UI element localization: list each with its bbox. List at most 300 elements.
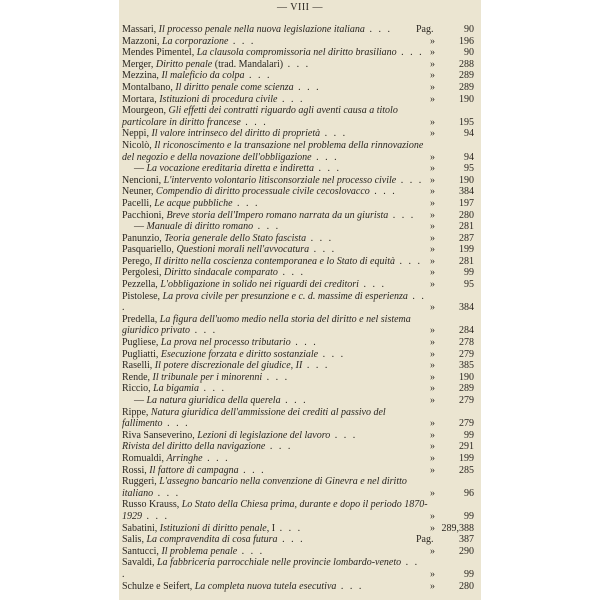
entry-page-ref — [430, 175, 474, 187]
entry-page-ref — [430, 581, 474, 593]
index-entry — [122, 70, 474, 82]
entry-title: La compravendita di cosa futura — [146, 534, 278, 546]
page-number: 90 — [464, 24, 474, 35]
page-marker: » — [430, 441, 435, 453]
index-entry — [122, 47, 474, 59]
entry-author: Santucci, — [122, 545, 162, 557]
entry-title: L'obbligazione in solido nei riguardi dei creditori — [160, 279, 359, 291]
index-entry — [122, 279, 474, 291]
entry-page-ref — [430, 511, 474, 523]
page-marker: » — [430, 302, 435, 314]
page-marker: » — [430, 522, 435, 534]
entry-title: Breve storia dell'Impero romano narrata da un giurista — [166, 209, 389, 221]
entry-text — [122, 441, 474, 453]
entry-page-ref — [430, 337, 474, 349]
dot-leader: . . . — [311, 151, 339, 163]
index-entry — [122, 221, 474, 233]
entry-text — [122, 279, 474, 291]
index-entry — [122, 244, 474, 256]
entry-author: Russo Krauss, — [122, 499, 182, 511]
index-entry — [122, 140, 474, 163]
dot-leader: . . . — [202, 452, 230, 464]
page-number: 289 — [459, 70, 474, 82]
entry-title: La figura dell'uomo medio nella storia del diritto e nel sistema giuridico privato — [122, 313, 411, 337]
index-entry — [122, 441, 474, 453]
index-entry — [122, 210, 474, 222]
entry-text — [122, 407, 474, 430]
index-entry — [122, 233, 474, 245]
entry-page-ref — [430, 233, 474, 245]
dot-leader: . . . — [318, 348, 346, 360]
page-marker: Pag. — [416, 24, 434, 35]
entry-text — [134, 221, 474, 233]
dot-leader: . . . — [244, 70, 272, 82]
index-entry — [122, 314, 474, 337]
page-marker: » — [430, 197, 435, 209]
page-marker: » — [430, 174, 435, 186]
entry-page-ref — [430, 325, 474, 337]
dot-leader: . . . — [237, 545, 265, 557]
page-number: 190 — [459, 371, 474, 383]
index-entry — [122, 534, 474, 546]
page-number: 280 — [459, 580, 474, 592]
page-number: 281 — [459, 255, 474, 267]
entry-page-ref — [430, 395, 474, 407]
page-number: 90 — [464, 47, 474, 59]
entry-text — [122, 186, 474, 198]
entry-text — [122, 82, 474, 94]
entry-page-ref — [430, 546, 474, 558]
entry-page-ref — [430, 94, 474, 106]
entry-page-ref — [430, 221, 474, 233]
entry-text — [122, 360, 474, 372]
entry-author: Pugliese, — [122, 337, 161, 349]
index-entry — [122, 24, 474, 36]
page-marker: » — [430, 151, 435, 163]
entry-title: Esecuzione forzata e diritto sostanziale — [160, 348, 319, 360]
page-marker: » — [430, 232, 435, 244]
entry-author: Riccio, — [122, 383, 154, 395]
entry-title: Il fattore di campagna — [149, 464, 239, 476]
page-number: 196 — [459, 35, 474, 47]
dot-leader: . . . — [396, 174, 424, 186]
page-number: 387 — [459, 534, 474, 546]
page-number: 385 — [459, 360, 474, 372]
page-number: 99 — [464, 267, 474, 279]
entry-text — [122, 523, 474, 535]
index-entry — [122, 360, 474, 372]
dot-leader: . . . — [142, 510, 169, 522]
index-entry — [122, 198, 474, 210]
entry-title: Il processo penale nella nuova legislazione italiana — [158, 24, 365, 35]
entry-title: La natura giuridica della querela — [146, 395, 281, 406]
dot-leader: . . . — [364, 24, 392, 35]
entry-page-ref — [430, 279, 474, 291]
page-marker: » — [430, 58, 435, 70]
entry-author: Savaldi, — [122, 557, 157, 569]
entry-title: Compendio di diritto processuale civile cecoslovacco — [156, 186, 370, 198]
entry-author: Nencioni, — [122, 174, 164, 186]
dot-leader: . . . — [293, 81, 321, 93]
entry-author: Romualdi, — [122, 452, 167, 464]
page-number: 281 — [459, 221, 474, 233]
page-marker: » — [430, 221, 435, 233]
page-number: 278 — [459, 337, 474, 349]
entry-text — [122, 59, 474, 71]
index-entry — [122, 476, 474, 499]
index-entry — [122, 36, 474, 48]
page-number: 99 — [464, 429, 474, 441]
entry-author: Massari, — [122, 24, 159, 35]
entry-title: La completa nuova tutela esecutiva — [194, 580, 337, 592]
page-number: 289 — [459, 81, 474, 93]
entry-text — [122, 581, 474, 593]
entry-title: Diritto penale — [155, 58, 213, 70]
page-number: 195 — [459, 116, 474, 128]
entry-page-ref — [430, 256, 474, 268]
entry-title: La clausola compromissoria nel diritto brasiliano — [196, 47, 397, 59]
entry-page-ref — [430, 430, 474, 442]
entry-title: Istituzioni di diritto penale — [159, 522, 267, 534]
entry-author: Pugliatti, — [122, 348, 161, 360]
entry-title: L'assegno bancario nella convenzione di Ginevra e nel diritto italiano — [122, 476, 407, 499]
entry-author: Mortara, — [122, 93, 160, 105]
page-number: 95 — [464, 279, 474, 291]
entry-title: La prova nel processo tributario — [160, 337, 291, 349]
entry-page-ref — [430, 70, 474, 82]
dot-leader: . . . — [122, 290, 426, 314]
entry-author: Schulze e Seifert, — [122, 580, 195, 592]
entry-text — [122, 430, 474, 442]
entry-author: — — [134, 221, 147, 233]
entry-author: Panunzio, — [122, 232, 165, 244]
page-marker: » — [430, 244, 435, 256]
entry-title: La bigamia — [153, 383, 199, 395]
entry-page-ref — [430, 36, 474, 48]
entry-page-ref — [430, 186, 474, 198]
entry-page-ref — [430, 128, 474, 140]
index-entry — [122, 372, 474, 384]
entry-text — [122, 105, 474, 128]
index-entry — [122, 186, 474, 198]
index-entry — [122, 349, 474, 361]
index-entry — [122, 175, 474, 187]
entry-text — [122, 499, 474, 522]
entry-author: Perego, — [122, 255, 155, 267]
entry-title: La prova civile per presunzione e c. d. massime di esperienza — [162, 290, 408, 302]
entry-text — [122, 175, 474, 187]
dot-leader: . . . — [395, 255, 423, 267]
dot-leader: . . . — [313, 163, 341, 175]
entry-author: Neppi, — [122, 128, 152, 140]
entry-author: Mendes Pimentel, — [122, 47, 197, 59]
index-entry — [122, 94, 474, 106]
index-entry — [122, 59, 474, 71]
page-marker: » — [430, 383, 435, 395]
page-number: 190 — [459, 93, 474, 105]
entry-text — [122, 372, 474, 384]
entry-page-ref — [430, 152, 474, 164]
entry-author: Pacchioni, — [122, 209, 167, 221]
entry-page-ref — [430, 349, 474, 361]
index-entry — [122, 407, 474, 430]
entry-title: Arringhe — [166, 452, 203, 464]
index-entry — [122, 256, 474, 268]
entry-title: Istituzioni di procedura civile — [159, 93, 278, 105]
dot-leader: . . . — [277, 267, 305, 279]
entry-page-ref — [416, 534, 474, 546]
entry-page-ref — [430, 244, 474, 256]
entry-title: Gli effetti dei contratti riguardo agli aventi causa a titolo particolare in diritto francese — [122, 105, 398, 128]
entry-title: Il diritto penale come scienza — [175, 81, 294, 93]
entry-author: Salis, — [122, 534, 147, 546]
entry-page-ref — [430, 198, 474, 210]
index-entry — [122, 395, 474, 407]
entry-title: La vocazione ereditaria diretta e indiretta — [146, 163, 314, 175]
entry-page-ref — [430, 453, 474, 465]
entry-title: Manuale di diritto romano — [146, 221, 254, 233]
page-marker: » — [430, 429, 435, 441]
index-entry — [122, 430, 474, 442]
entry-title: Il valore intrinseco del diritto di proprietà — [151, 128, 321, 140]
dot-leader: . . . — [320, 128, 348, 140]
page-number: 288 — [459, 58, 474, 70]
entry-text — [122, 453, 474, 465]
page-marker: » — [430, 418, 435, 430]
page-marker: » — [430, 568, 435, 580]
page-marker: » — [430, 337, 435, 349]
dot-leader: . . . — [330, 429, 358, 441]
entry-author: Montalbano, — [122, 81, 176, 93]
page-number: 384 — [459, 302, 474, 314]
entry-author: Neuner, — [122, 186, 157, 198]
index-entry — [122, 465, 474, 477]
page-header: — VIII — — [276, 2, 324, 13]
entry-text — [122, 198, 474, 210]
index-entry — [122, 291, 474, 314]
entry-author: Rippe, — [122, 406, 151, 418]
entry-text — [122, 94, 474, 106]
page-number: 287 — [459, 232, 474, 244]
dot-leader: . . . — [277, 534, 305, 546]
entry-page-ref — [416, 24, 474, 36]
entry-page-ref — [430, 59, 474, 71]
entry-text — [134, 163, 474, 175]
entry-author: Mezzina, — [122, 70, 162, 82]
entry-text — [122, 267, 474, 279]
entry-text — [122, 70, 474, 82]
page-marker: » — [430, 580, 435, 592]
page-marker: » — [430, 487, 435, 499]
page-number: 279 — [459, 418, 474, 430]
page-marker: » — [430, 255, 435, 267]
entry-author: Predella, — [122, 313, 160, 325]
dot-leader: . . . — [388, 209, 416, 221]
entry-text — [122, 244, 474, 256]
page-number: 94 — [464, 151, 474, 163]
entry-author: Rende, — [122, 371, 153, 383]
entry-text — [122, 140, 474, 163]
entry-page-ref — [430, 465, 474, 477]
entry-author: — — [134, 395, 147, 406]
entry-author: Ruggeri, — [122, 476, 160, 488]
dot-leader: . . . — [396, 47, 424, 59]
index-entry — [122, 546, 474, 558]
page-marker: » — [430, 371, 435, 383]
page-marker: » — [430, 116, 435, 128]
page-marker: » — [430, 395, 435, 406]
entry-author: Merger, — [122, 58, 156, 70]
entry-author: Raselli, — [122, 360, 155, 372]
page-number: 384 — [459, 186, 474, 198]
dot-leader: . . . — [369, 186, 397, 198]
dot-leader: . . . — [253, 221, 281, 233]
dot-leader: . . . — [228, 35, 256, 47]
dot-leader: . . . — [283, 58, 311, 70]
index-entry — [122, 337, 474, 349]
index-entry — [122, 523, 474, 535]
entry-author: Sabatini, — [122, 522, 160, 534]
dot-leader: . . . — [290, 337, 318, 349]
entry-title: Questioni morali nell'avvocatura — [176, 244, 310, 256]
entry-title: Natura giuridica dell'ammissione dei crediti al passivo del fallimento — [122, 406, 386, 430]
entry-text — [122, 314, 474, 337]
entry-title: Il riconoscimento e la transazione nel problema della rinnovazione del negozio e della novazione dell'obbligazione — [122, 139, 424, 163]
entry-author: Pezzella, — [122, 279, 161, 291]
page-marker: » — [430, 545, 435, 557]
dot-leader: . . . — [275, 522, 303, 534]
entry-text — [122, 476, 474, 499]
page-number: 94 — [464, 128, 474, 140]
entry-page-ref — [430, 488, 474, 500]
entry-page-ref — [430, 163, 474, 175]
entry-title: Rivista del diritto della navigazione — [122, 441, 266, 453]
index-entry — [122, 105, 474, 128]
entry-title: Le acque pubbliche — [154, 197, 233, 209]
entry-page-ref — [430, 418, 474, 430]
entry-text — [122, 291, 474, 314]
dot-leader: . . . — [280, 395, 308, 406]
entry-author: Pistolese, — [122, 290, 163, 302]
index-entry — [122, 557, 474, 580]
entry-page-ref — [430, 523, 474, 535]
page-marker: » — [430, 279, 435, 291]
entry-title: Il maleficio da colpa — [161, 70, 245, 82]
entry-title: Lo Stato della Chiesa prima, durante e dopo il periodo 1870-1929 — [122, 499, 428, 522]
entry-title: La corporazione — [162, 35, 229, 47]
entry-title: Lezioni di legislazione del lavoro — [197, 429, 331, 441]
page-number: 279 — [459, 395, 474, 406]
entry-title: Il tribunale per i minorenni — [152, 371, 263, 383]
page-number: 199 — [459, 452, 474, 464]
page-number: 99 — [464, 510, 474, 522]
entry-page-ref — [430, 82, 474, 94]
dot-leader: . . . — [309, 244, 337, 256]
entry-author: Pacelli, — [122, 197, 155, 209]
dot-leader: . . . — [232, 197, 260, 209]
dot-leader: . . . — [336, 580, 364, 592]
page-number: 290 — [459, 545, 474, 557]
dot-leader: . . . — [302, 360, 330, 372]
page-marker: » — [430, 163, 435, 175]
page-marker: » — [430, 267, 435, 279]
page-marker: » — [430, 510, 435, 522]
entry-title: Teoria generale dello Stato fascista — [164, 232, 307, 244]
entry-title: Il potere discrezionale del giudice, II — [154, 360, 303, 372]
page-number: 289,388 — [441, 522, 474, 534]
entry-page-ref — [430, 383, 474, 395]
dot-leader: . . . — [198, 383, 226, 395]
index-entry — [122, 163, 474, 175]
page-marker: » — [430, 128, 435, 140]
entry-text — [122, 233, 474, 245]
page-number: 199 — [459, 244, 474, 256]
index-entry — [122, 82, 474, 94]
entry-text — [134, 395, 474, 407]
entry-author: Riva Sanseverino, — [122, 429, 198, 441]
entry-author: Nicolò, — [122, 139, 155, 151]
entry-page-ref — [430, 47, 474, 59]
entry-text — [122, 210, 474, 222]
entry-page-ref — [430, 117, 474, 129]
entry-text — [122, 47, 474, 59]
page-marker: » — [430, 209, 435, 221]
entry-text — [122, 349, 474, 361]
entry-title: La fabbriceria parrocchiale nelle provincie lombardo-veneto — [157, 557, 402, 569]
entry-author: Rossi, — [122, 464, 150, 476]
page-marker: » — [430, 452, 435, 464]
dot-leader: . . . — [122, 557, 420, 580]
page-number: 99 — [464, 568, 474, 580]
entry-page-ref — [430, 569, 474, 581]
page-marker: » — [430, 464, 435, 476]
dot-leader: . . . — [265, 441, 293, 453]
entry-page-ref — [430, 267, 474, 279]
entry-text — [122, 256, 474, 268]
dot-leader: . . . — [306, 232, 334, 244]
entry-extra: (trad. Mandalari) — [212, 58, 284, 70]
dot-leader: . . . — [240, 116, 268, 128]
page-marker: Pag. — [416, 534, 434, 546]
entry-title: Diritto sindacale comparato — [164, 267, 278, 279]
page-marker: » — [430, 47, 435, 59]
entry-page-ref — [430, 360, 474, 372]
page-number: 289 — [459, 383, 474, 395]
page-marker: » — [430, 348, 435, 360]
entry-author: Mazzoni, — [122, 35, 162, 47]
page-number: 197 — [459, 197, 474, 209]
index-entry — [122, 267, 474, 279]
entry-text — [122, 128, 474, 140]
entry-page-ref — [430, 441, 474, 453]
page-marker: » — [430, 186, 435, 198]
index-entry — [122, 499, 474, 522]
entry-text — [122, 383, 474, 395]
page-number: 96 — [464, 487, 474, 499]
dot-leader: . . . — [358, 279, 386, 291]
book-page — [119, 0, 481, 600]
page-number: 284 — [459, 325, 474, 337]
index-entry — [122, 453, 474, 465]
entry-author: Pasquariello, — [122, 244, 177, 256]
index-entry — [122, 581, 474, 593]
page-marker: » — [430, 93, 435, 105]
entry-title: Il diritto nella coscienza contemporanea e lo Stato di equità — [154, 255, 396, 267]
entry-extra: , I — [266, 522, 276, 534]
entry-page-ref — [430, 210, 474, 222]
entry-text — [122, 557, 474, 580]
index-list — [122, 24, 474, 592]
